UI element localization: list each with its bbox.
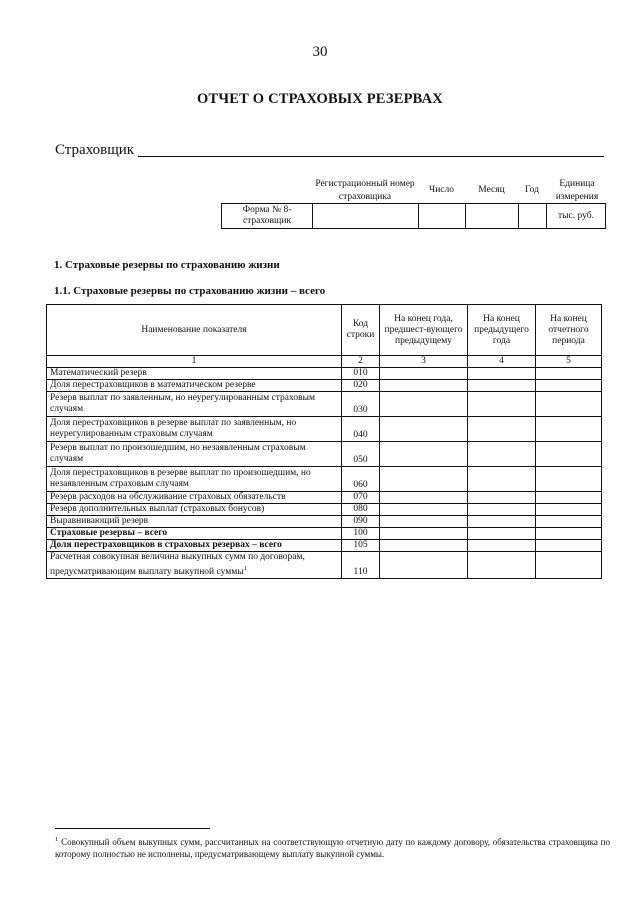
value-cell[interactable] xyxy=(380,417,468,442)
header-code: Код строки xyxy=(342,305,380,356)
value-cell[interactable] xyxy=(536,392,602,417)
row-code: 020 xyxy=(342,380,380,392)
row-code: 105 xyxy=(342,540,380,552)
row-name: Доля перестраховщиков в математическом резерве xyxy=(47,380,342,392)
value-cell[interactable] xyxy=(536,368,602,380)
column-number-row xyxy=(47,356,602,368)
row-name: Резерв дополнительных выплат (страховых бонусов) xyxy=(47,504,342,516)
value-cell[interactable] xyxy=(536,442,602,467)
row-name: Резерв расходов на обслуживание страховых обязательств xyxy=(47,492,342,504)
value-cell[interactable] xyxy=(380,442,468,467)
header-prev-prev-year: На конец года, предшест-вующего предыдущему xyxy=(380,305,468,356)
table-row xyxy=(47,467,602,492)
table-row xyxy=(47,380,602,392)
table-row xyxy=(47,442,602,467)
row-name: Выравнивающий резерв xyxy=(47,516,342,528)
row-code: 070 xyxy=(342,492,380,504)
footnote-mark: 1 xyxy=(243,565,247,572)
insurance-reserves-table xyxy=(46,304,602,579)
table-row xyxy=(47,368,602,380)
row-code: 010 xyxy=(342,368,380,380)
month-cell[interactable] xyxy=(466,204,519,229)
insurer-label: Страховщик xyxy=(55,142,135,158)
table-row xyxy=(47,504,602,516)
value-cell[interactable] xyxy=(536,492,602,504)
value-cell[interactable] xyxy=(536,516,602,528)
value-cell[interactable] xyxy=(468,467,536,492)
row-name: Страховые резервы – всего xyxy=(47,528,342,540)
column-number: 3 xyxy=(380,356,468,368)
row-code: 100 xyxy=(342,528,380,540)
row-name: Математический резерв xyxy=(47,368,342,380)
row-code: 110 xyxy=(342,552,380,579)
value-cell[interactable] xyxy=(468,540,536,552)
year-header: Год xyxy=(525,185,539,195)
value-cell[interactable] xyxy=(380,540,468,552)
row-code: 040 xyxy=(342,417,380,442)
value-cell[interactable] xyxy=(468,504,536,516)
value-cell[interactable] xyxy=(468,380,536,392)
value-cell[interactable] xyxy=(536,552,602,579)
page-number: 30 xyxy=(312,44,328,60)
value-cell[interactable] xyxy=(468,528,536,540)
value-cell[interactable] xyxy=(468,552,536,579)
day-header: Число xyxy=(429,185,454,195)
value-cell[interactable] xyxy=(536,528,602,540)
reg-number-cell[interactable] xyxy=(313,204,419,229)
value-cell[interactable] xyxy=(380,392,468,417)
row-code: 050 xyxy=(342,442,380,467)
table-row xyxy=(47,392,602,417)
footnote-divider xyxy=(55,828,210,829)
value-cell[interactable] xyxy=(380,516,468,528)
row-code: 080 xyxy=(342,504,380,516)
reg-number-header: Регистрационный номер страховщика xyxy=(315,179,415,202)
report-title: ОТЧЕТ О СТРАХОВЫХ РЕЗЕРВАХ xyxy=(197,91,443,107)
value-cell[interactable] xyxy=(536,380,602,392)
value-cell[interactable] xyxy=(468,492,536,504)
table-row xyxy=(47,540,602,552)
value-cell[interactable] xyxy=(468,442,536,467)
value-cell[interactable] xyxy=(468,417,536,442)
column-number: 1 xyxy=(47,356,342,368)
row-name: Доля перестраховщиков в резерве выплат по произошедшим, но незаявленным страховым случаям xyxy=(47,467,342,492)
table-row xyxy=(47,516,602,528)
unit-cell: тыс. руб. xyxy=(547,204,606,229)
unit-header: Единица измерения xyxy=(555,179,599,202)
row-name xyxy=(47,552,342,579)
section-1-1-title: 1.1. Страховые резервы по страхованию жизни – всего xyxy=(54,285,326,297)
value-cell[interactable] xyxy=(380,504,468,516)
value-cell[interactable] xyxy=(536,504,602,516)
value-cell[interactable] xyxy=(536,467,602,492)
value-cell[interactable] xyxy=(380,467,468,492)
footnote-text: Совокупный объем выкупных сумм, рассчитанных на соответствующую отчетную дату по каждому договору, обязательства страховщика по которому полностью не исполнены, предусматривающему выплату выкупной суммы. xyxy=(55,837,610,859)
header-current-period: На конец отчетного периода xyxy=(536,305,602,356)
value-cell[interactable] xyxy=(380,528,468,540)
value-cell[interactable] xyxy=(468,516,536,528)
value-cell[interactable] xyxy=(380,552,468,579)
footnote xyxy=(55,834,610,860)
footnote-number: 1 xyxy=(55,836,59,843)
row-name-text: Расчетная совокупная величина выкупных сумм по договорам, предусматривающим выплату выкупной суммы xyxy=(50,552,305,578)
insurer-name-line xyxy=(138,156,604,157)
row-name: Доля перестраховщиков в резерве выплат по заявленным, но неурегулированным страховым случаям xyxy=(47,417,342,442)
table-row xyxy=(47,492,602,504)
header-name: Наименование показателя xyxy=(47,305,342,356)
row-code: 090 xyxy=(342,516,380,528)
value-cell[interactable] xyxy=(380,492,468,504)
row-name: Резерв выплат по произошедшим, но незаявленным страховым случаям xyxy=(47,442,342,467)
table-row xyxy=(47,552,602,579)
table-row xyxy=(47,417,602,442)
year-cell[interactable] xyxy=(519,204,547,229)
header-row xyxy=(47,305,602,356)
value-cell[interactable] xyxy=(380,380,468,392)
value-cell[interactable] xyxy=(536,417,602,442)
section-1-title: 1. Страховые резервы по страхованию жизни xyxy=(54,259,280,271)
column-number: 4 xyxy=(468,356,536,368)
table-row xyxy=(47,528,602,540)
row-name: Резерв выплат по заявленным, но неурегулированным страховым случаям xyxy=(47,392,342,417)
header-prev-year: На конец предыдущего года xyxy=(468,305,536,356)
form-label: Форма № 8-страховщик xyxy=(222,204,313,229)
column-number: 5 xyxy=(536,356,602,368)
month-header: Месяц xyxy=(478,185,505,195)
form-identification-table xyxy=(221,203,606,229)
value-cell[interactable] xyxy=(468,392,536,417)
row-code: 030 xyxy=(342,392,380,417)
value-cell[interactable] xyxy=(468,368,536,380)
value-cell[interactable] xyxy=(380,368,468,380)
column-number: 2 xyxy=(342,356,380,368)
row-name: Доля перестраховщиков в страховых резервах – всего xyxy=(47,540,342,552)
row-code: 060 xyxy=(342,467,380,492)
day-cell[interactable] xyxy=(419,204,466,229)
value-cell[interactable] xyxy=(536,540,602,552)
